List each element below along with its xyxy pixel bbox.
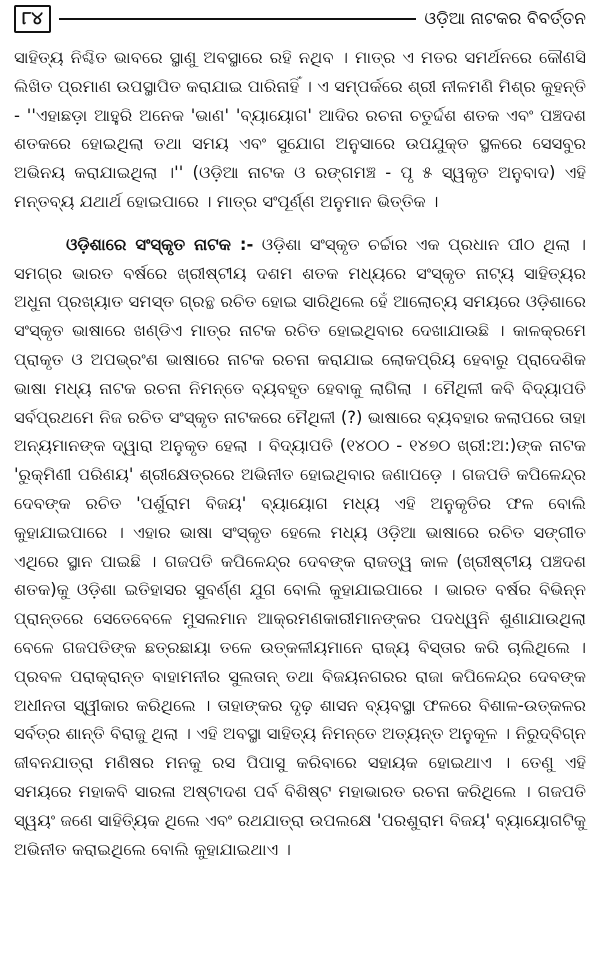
paragraph-text: ଓଡ଼ିଶା ସଂସ୍କୃତ ଚର୍ଚ୍ଚାର ଏକ ପ୍ରଧାନ ପୀଠ ଥିଲା । ସମଗ୍ର ଭାରତ ବର୍ଷରେ ଖ୍ରୀଷ୍ଟୀୟ ଦଶମ ଶତକ ମଧ୍ୟରେ ସଂସ୍କୃତ ନାଟ୍ୟ ସାହିତ୍ୟର ଅଧୁନା ପ୍ରଖ୍ୟାତ ସମସ୍ତ ଗ୍ରନ୍ଥ ରଚିତ ହୋଇ ସାରିଥିଲେ ହେଁ ଆଲୋଚ୍ୟ ସମୟରେ ଓଡ଼ିଶାରେ ସଂସ୍କୃତ ଭାଷାରେ ଖଣ୍ଡିଏ ମାତ୍ର ନାଟକ ରଚିତ ହୋଇଥିବାର ଦେଖାଯାଉଛି । କାଳକ୍ରମେ ପ୍ରାକୃତ ଓ ଅପଭ୍ରଂଶ ଭାଷାରେ ନାଟକ ରଚନା କରାଯାଇ ଲୋକପ୍ରିୟ ହେବାରୁ ପ୍ରାଦେଶିକ ଭାଷା ମଧ୍ୟ ନାଟକ ରଚନା ନିମନ୍ତେ ବ୍ୟବହୃତ ହେବାକୁ ଲାଗିଲା । ମୈଥିଳୀ କବି ବିଦ୍ୟାପତି ସର୍ବପ୍ରଥମେ ନିଜ ରଚିତ ସଂସ୍କୃତ ନାଟକରେ ମୈଥିଳୀ (?) ଭାଷାରେ ବ୍ୟବହାର କଲାପରେ ତାହା ଅନ୍ୟମାନଙ୍କ ଦ୍ୱାରା ଅନୁକୃତ ହେଲା । ବିଦ୍ୟାପତି (୧୪୦୦ - ୧୪୭୦ ଖ୍ରୀ:ଅ:)ଙ୍କ ନାଟକ 'ରୁକ୍ମିଣୀ ପରିଣୟ' ଶ୍ରୀକ୍ଷେତ୍ରରେ ଅଭିନୀତ ହୋଇଥିବାର ଜଣାପଡ଼େ । ଗଜପତି କପିଳେନ୍ଦ୍ର ଦେବଙ୍କ ରଚିତ 'ପର୍ଶୁରାମ ବିଜୟ' ବ୍ୟାୟୋଗ ମଧ୍ୟ ଏହି ଅନୁକୃତିର ଫଳ ବୋଲି କୁହାଯାଇପାରେ । ଏହାର ଭାଷା ସଂସ୍କୃତ ହେଲେ ମଧ୍ୟ ଓଡ଼ିଆ ଭାଷାରେ ରଚିତ ସଙ୍ଗୀତ ଏଥିରେ ସ୍ଥାନ ପାଇଛି । ଗଜପତି କପିଳେନ୍ଦ୍ର ଦେବଙ୍କ ରାଜତ୍ୱ କାଳ (ଖ୍ରୀଷ୍ଟୀୟ ପଞ୍ଚଦଶ ଶତକ)କୁ ଓଡ଼ିଶା ଇତିହାସର ସୁବର୍ଣ୍ଣ ଯୁଗ ବୋଲି କୁହାଯାଇପାରେ । ଭାରତ ବର୍ଷର ବିଭିନ୍ନ ପ୍ରାନ୍ତରେ ସେତେବେଳେ ମୁସଲମାନ ଆକ୍ରମଣକାରୀମାନଙ୍କର ପଦଧ୍ୱନି ଶୁଣାଯାଉଥିଲା ବେଳେ ଗଜପତିଙ୍କ ଛତ୍ରଛାୟା ତଳେ ଉତ୍କଳୀୟମାନେ ରାଜ୍ୟ ବିସ୍ତାର କରି ଚାଲିଥିଲେ । ପ୍ରବଳ ପରାକ୍ରାନ୍ତ ବାହାମନୀର ସୁଲତାନ୍ ତଥା ବିଜୟନଗରର ରାଜା କପିଳେନ୍ଦ୍ର ଦେବଙ୍କ ଅଧୀନତା ସ୍ୱୀକାର କରିଥିଲେ । ତାହାଙ୍କର ଦୃଢ଼ ଶାସନ ବ୍ୟବସ୍ଥା ଫଳରେ ବିଶାଳ-ଉତ୍କଳର ସର୍ବତ୍ର ଶାନ୍ତି ବିରାଜୁ ଥିଲା । ଏହି ଅବସ୍ଥା ସାହିତ୍ୟ ନିମନ୍ତେ ଅତ୍ୟନ୍ତ ଅନୁକୂଳ । ନିରୁଦ୍‌ବିଗ୍ନ ଜୀବନଯାତ୍ରା ମଣିଷର ମନକୁ ରସ ପିପାସୁ କରିବାରେ ସହାୟକ ହୋଇଥାଏ । ତେଣୁ ଏହି ସମୟରେ ମହାକବି ସାରଳା ଅଷ୍ଟାଦଶ ପର୍ବ ବିଶିଷ୍ଟ ମହାଭାରତ ରଚନା କରିଥିଲେ । ଗଜପତି ସ୍ୱୟଂ ଜଣେ ସାହିତ୍ୟିକ ଥିଲେ ଏବଂ ରଥଯାତ୍ରା ଉପଲକ୍ଷେ 'ପରଶୁରାମ ବିଜୟ' ବ୍ୟାୟୋଗଟିକୁ ଅଭିନୀତ କରାଇଥିଲେ ବୋଲି କୁହାଯାଇଥାଏ ।: [14, 234, 587, 859]
paragraph: [14, 231, 586, 865]
paragraph: ସାହିତ୍ୟ ନିଶ୍ଚିତ ଭାବରେ ସ୍ଥାଣୁ ଅବସ୍ଥାରେ ରହି ନଥିବ । ମାତ୍ର ଏ ମତର ସମର୍ଥନରେ କୌଣସି ଲିଖିତ ପ୍ରମାଣ ଉପସ୍ଥାପିତ କରାଯାଇ ପାରିନାହିଁ । ଏ ସମ୍ପର୍କରେ ଶ୍ରୀ ନୀଳମଣି ମିଶ୍ର କୁହନ୍ତି - ''ଏହାଛଡ଼ା ଆହୁରି ଅନେକ 'ଭାଣ' 'ବ୍ୟାୟୋଗ' ଆଦିର ରଚନା ଚତୁର୍ଦ୍ଦଶ ଶତକ ଏବଂ ପଞ୍ଚଦଶ ଶତକରେ ହୋଇଥିଲା ତଥା ସମୟ ଏବଂ ସୁଯୋଗ ଅନୁସାରେ ଉପଯୁକ୍ତ ସ୍ଥଳରେ ସେସବୁର ଅଭିନୟ କରାଯାଇଥିଲା ।'' (ଓଡ଼ିଆ ନାଟକ ଓ ରଙ୍ଗମଞ୍ଚ - ପୃ ୫ ସ୍ୱକୃତ ଅନୁବାଦ) ଏହି ମନ୍ତବ୍ୟ ଯଥାର୍ଥ ହୋଇପାରେ । ମାତ୍ର ସଂପୂର୍ଣ୍ଣ ଅନୁମାନ ଭିତ୍ତିକ ।: [14, 48, 586, 211]
running-title: ଓଡ଼ିଆ ନାଟକର ବିବର୍ତ୍ତନ: [424, 9, 586, 29]
page-header: [14, 4, 586, 34]
page-number: ୮୪: [14, 5, 51, 33]
section-heading: ଓଡ଼ିଶାରେ ସଂସ୍କୃତ ନାଟକ :-: [66, 234, 254, 254]
body-text: [14, 44, 586, 864]
header-rule: [59, 18, 416, 20]
